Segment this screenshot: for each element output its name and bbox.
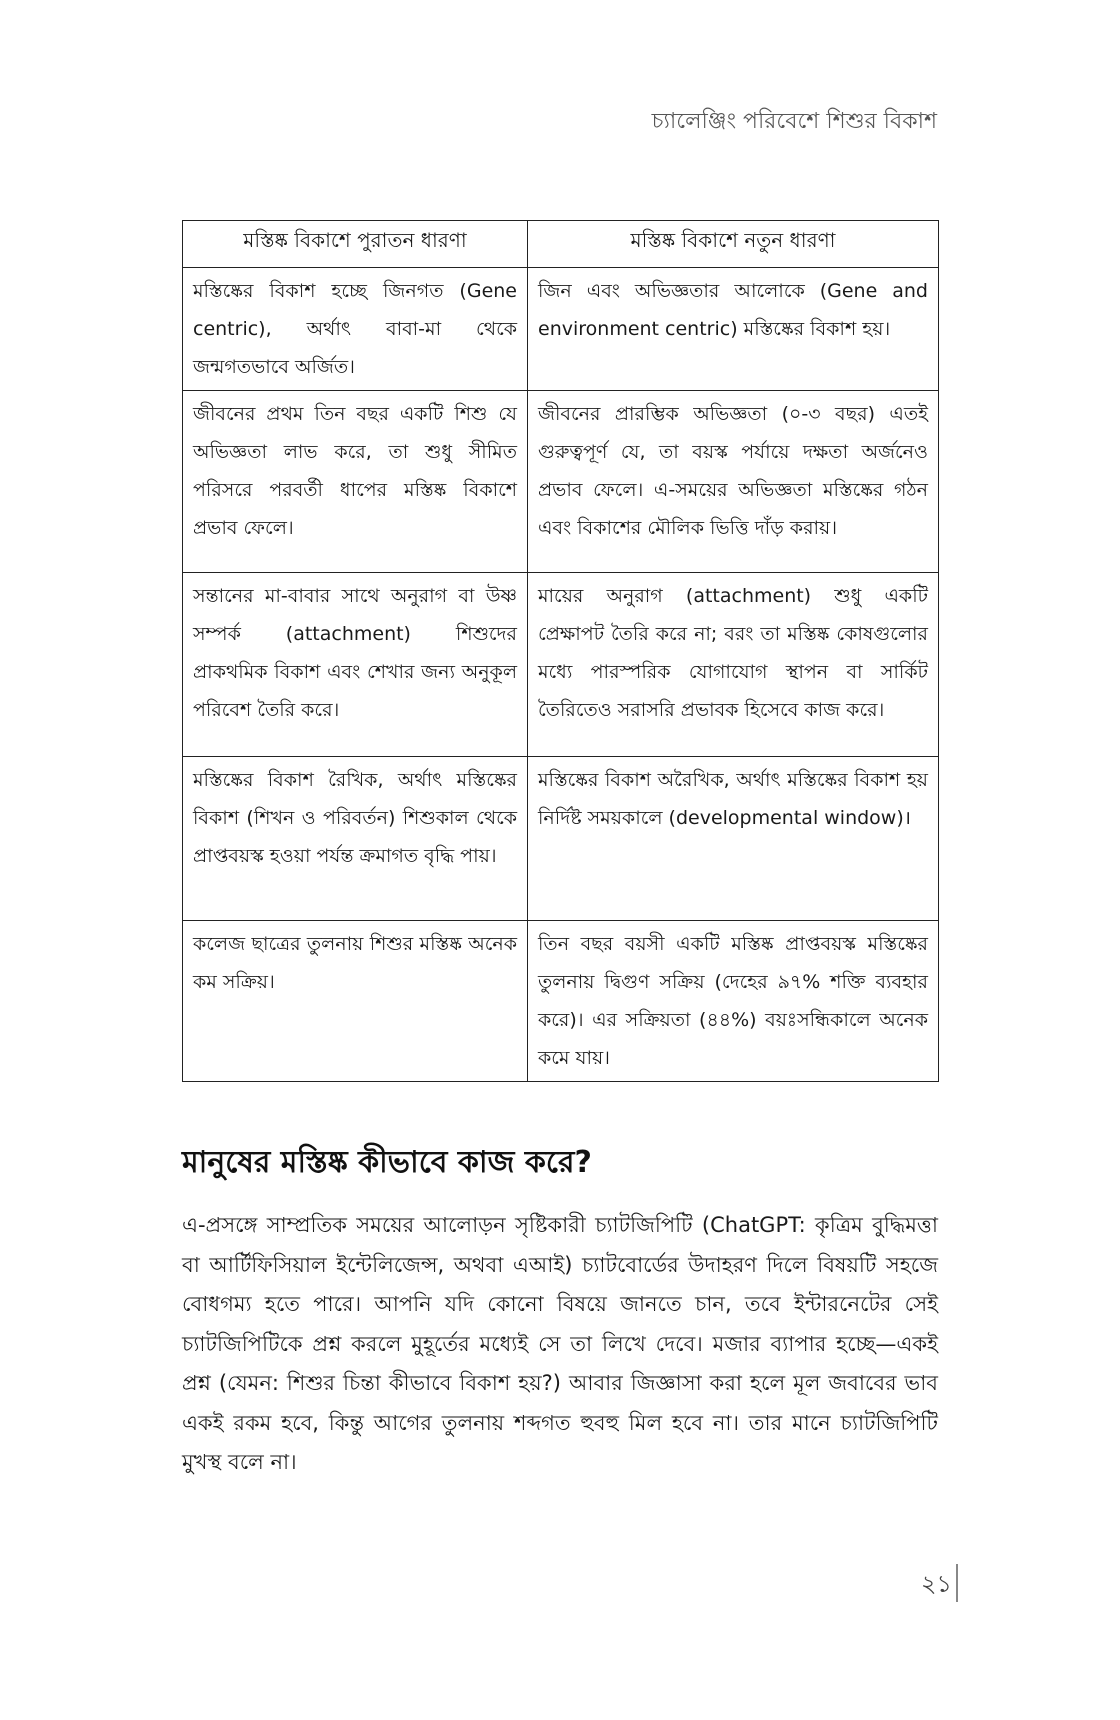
table-row: [183, 391, 939, 573]
table-row: [183, 268, 939, 391]
table-header-row: [183, 221, 939, 268]
old-concept-cell: মস্তিষ্কের বিকাশ হচ্ছে জিনগত (Gene centric), অর্থাৎ বাবা-মা থেকে জন্মগতভাবে অর্জিত।: [183, 268, 528, 391]
page-number-divider: [956, 1564, 958, 1602]
running-header: চ্যালেঞ্জিং পরিবেশে শিশুর বিকাশ: [651, 109, 937, 134]
body-paragraph: এ-প্রসঙ্গে সাম্প্রতিক সময়ের আলোড়ন সৃষ্টিকারী চ্যাটজিপিটি (ChatGPT: কৃত্রিম বুদ্ধিমত্তা বা আর্টিফিসিয়াল ইন্টেলিজেন্স, অথবা এআই) চ্যাটবোর্ডের উদাহরণ দিলে বিষয়টি সহজে বোধগম্য হতে পারে। আপনি যদি কোনো বিষয়ে জানতে চান, তবে ইন্টারনেটের সেই চ্যাটজিপিটিকে প্রশ্ন করলে মুহূর্তের মধ্যেই সে তা লিখে দেবে। মজার ব্যাপার হচ্ছে—একই প্রশ্ন (যেমন: শিশুর চিন্তা কীভাবে বিকাশ হয়?) আবার জিজ্ঞাসা করা হলে মূল জবাবের ভাব একই রকম হবে, কিন্তু আগের তুলনায় শব্দগত হুবহু মিল হবে না। তার মানে চ্যাটজিপিটি মুখস্থ বলে না।: [182, 1213, 938, 1474]
header-new-concept: মস্তিষ্ক বিকাশে নতুন ধারণা: [528, 221, 939, 268]
comparison-table: [182, 220, 939, 1082]
new-concept-cell: জীবনের প্রারম্ভিক অভিজ্ঞতা (০-৩ বছর) এতই গুরুত্বপূর্ণ যে, তা বয়স্ক পর্যায়ে দক্ষতা অর্জনেও প্রভাব ফেলে। এ-সময়ের অভিজ্ঞতা মস্তিষ্কের গঠন এবং বিকাশের মৌলিক ভিত্তি দাঁড় করায়।: [528, 391, 939, 573]
old-concept-cell: মস্তিষ্কের বিকাশ রৈখিক, অর্থাৎ মস্তিষ্কের বিকাশ (শিখন ও পরিবর্তন) শিশুকাল থেকে প্রাপ্তবয়স্ক হওয়া পর্যন্ত ক্রমাগত বৃদ্ধি পায়।: [183, 757, 528, 921]
old-concept-cell: সন্তানের মা-বাবার সাথে অনুরাগ বা উষ্ণ সম্পর্ক (attachment) শিশুদের প্রাকথমিক বিকাশ এবং শেখার জন্য অনুকূল পরিবেশ তৈরি করে।: [183, 573, 528, 757]
table-row: [183, 757, 939, 921]
page-number: ২১: [920, 1570, 952, 1598]
new-concept-cell: জিন এবং অভিজ্ঞতার আলোকে (Gene and environment centric) মস্তিষ্কের বিকাশ হয়।: [528, 268, 939, 391]
old-concept-cell: জীবনের প্রথম তিন বছর একটি শিশু যে অভিজ্ঞতা লাভ করে, তা শুধু সীমিত পরিসরে পরবর্তী ধাপের মস্তিষ্ক বিকাশে প্রভাব ফেলে।: [183, 391, 528, 573]
new-concept-cell: মায়ের অনুরাগ (attachment) শুধু একটি প্রেক্ষাপট তৈরি করে না; বরং তা মস্তিষ্ক কোষগুলোর মধ্যে পারস্পরিক যোগাযোগ স্থাপন বা সার্কিট তৈরিতেও সরাসরি প্রভাবক হিসেবে কাজ করে।: [528, 573, 939, 757]
new-concept-cell: তিন বছর বয়সী একটি মস্তিষ্ক প্রাপ্তবয়স্ক মস্তিষ্কের তুলনায় দ্বিগুণ সক্রিয় (দেহের ৯৭% শক্তি ব্যবহার করে)। এর সক্রিয়তা (৪৪%) বয়ঃসন্ধিকালে অনেক কমে যায়।: [528, 921, 939, 1082]
table-row: [183, 921, 939, 1082]
header-old-concept: মস্তিষ্ক বিকাশে পুরাতন ধারণা: [183, 221, 528, 268]
table-row: [183, 573, 939, 757]
new-concept-cell: মস্তিষ্কের বিকাশ অরৈখিক, অর্থাৎ মস্তিষ্কের বিকাশ হয় নির্দিষ্ট সময়কালে (developmental window)।: [528, 757, 939, 921]
old-concept-cell: কলেজ ছাত্রের তুলনায় শিশুর মস্তিষ্ক অনেক কম সক্রিয়।: [183, 921, 528, 1082]
section-heading: মানুষের মস্তিষ্ক কীভাবে কাজ করে?: [182, 1145, 592, 1180]
